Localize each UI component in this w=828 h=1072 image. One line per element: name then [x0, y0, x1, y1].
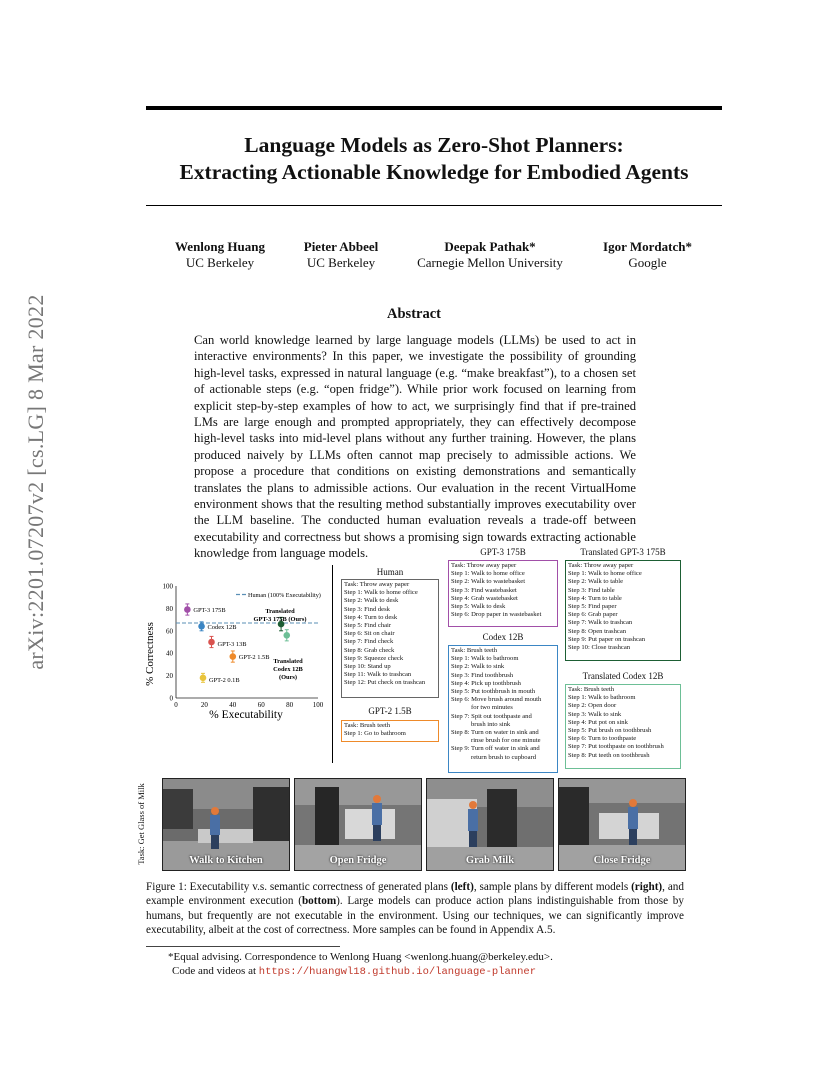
plan-line: Task: Throw away paper [451, 562, 517, 569]
plan-line: Step 3: Find table [568, 586, 615, 594]
scene-caption-3: Grab Milk [465, 855, 515, 866]
figure-separator [332, 565, 333, 763]
plan-line: Step 5: Find paper [568, 603, 617, 611]
point-label: GPT-3 175B [193, 607, 226, 615]
plan-line: for two minutes [471, 704, 513, 712]
env-task-label-wrap [132, 778, 150, 870]
plan-line: Step 4: Turn to desk [344, 613, 398, 621]
plan-line: Step 1: Walk to home office [568, 570, 642, 578]
point-marker [184, 606, 191, 613]
plan-line: Step 3: Find toothbrush [451, 671, 514, 679]
plan-line: Step 2: Walk to wastebasket [451, 578, 526, 586]
plan-line: Step 12: Put check on trashcan [344, 679, 426, 687]
plan-line: Step 3: Find wastebasket [451, 586, 517, 594]
plan-line: return brush to cupboard [471, 753, 537, 761]
author-4: Igor Mordatch* Google [603, 239, 692, 270]
legend-human: Human (100% Executability) [248, 592, 321, 599]
scene-caption-1: Walk to Kitchen [189, 855, 263, 866]
plan-line: Step 2: Walk to sink [451, 663, 505, 671]
plan-line: Step 5: Walk to desk [451, 603, 506, 611]
plan-line: Step 3: Walk to sink [568, 710, 622, 718]
point-marker [198, 623, 205, 630]
y-tick-label: 40 [166, 649, 173, 658]
point-marker [208, 639, 215, 646]
author-1: Wenlong Huang UC Berkeley [175, 239, 265, 270]
plan-line: Step 6: Move brush around mouth [451, 696, 542, 704]
translated-codex-label: Codex 12B [273, 666, 303, 673]
footnote [168, 950, 728, 979]
y-tick-label: 0 [169, 694, 173, 703]
plan-title-human: Human [376, 567, 404, 577]
plan-line: Step 4: Pick up toothbrush [451, 679, 521, 687]
plan-line: Step 5: Find chair [344, 622, 392, 630]
title-bottom-rule [146, 205, 722, 206]
plan-line: Step 4: Turn to table [568, 594, 622, 602]
plan-line: Step 4: Put pot on sink [568, 718, 628, 726]
plan-line: Step 2: Walk to desk [344, 597, 399, 605]
executability-correctness-chart [136, 572, 328, 722]
plan-line: Step 7: Walk to trashcan [568, 619, 633, 627]
plan-title-codex: Codex 12B [482, 632, 524, 642]
y-tick-label: 80 [166, 604, 173, 613]
plan-box-gpt3 [448, 560, 558, 627]
plan-line: Task: Brush teeth [344, 722, 391, 729]
plan-line: Step 2: Open door [568, 702, 617, 710]
chart-legend [236, 592, 321, 599]
plan-line: Step 1: Walk to home office [451, 570, 525, 578]
footnote-line2: Code and videos at https://huangwl18.github.io/language-planner [172, 965, 537, 978]
plan-line: Step 3: Find desk [344, 605, 390, 613]
plan-box-human [341, 579, 439, 698]
translated-codex-label: (Ours) [278, 674, 298, 681]
plan-line: Step 7: Put toothpaste on toothbrush [568, 743, 664, 751]
author-2: Pieter Abbeel UC Berkeley [303, 239, 379, 270]
x-tick-label: 40 [229, 701, 237, 709]
plan-box-gpt2 [341, 720, 439, 742]
data-point [230, 651, 237, 662]
data-point [200, 673, 207, 682]
plan-line: Step 6: Drop paper in wastebasket [451, 611, 542, 619]
chart-xlabel: % Executability [209, 709, 283, 721]
plan-box-codex [448, 645, 558, 773]
scene-caption-4: Close Fridge [593, 855, 651, 866]
x-tick-label: 100 [312, 701, 324, 709]
plan-line: Step 8: Turn on water in sink and [451, 729, 539, 737]
figure-caption: Figure 1: Executability v.s. semantic correctness of generated plans (left), sample plans by different models (right), and example environment execution (bottom). Large models can produce action plans indistinguishable from those by humans, but frequently are not executable in the environment. Using our techniques, we can significantly improve executability, albeit at the cost of correctness. More samples can be found in Appendix A.5. [146, 881, 684, 937]
plan-line: Step 6: Turn to toothpaste [568, 735, 637, 743]
y-tick-label: 60 [166, 627, 173, 636]
y-tick-label: 100 [162, 582, 173, 591]
env-task-label: Task: Get Glass of Milk [136, 783, 146, 865]
data-point [184, 604, 191, 615]
plan-line: Task: Brush teeth [451, 647, 498, 654]
plan-line: Task: Brush teeth [568, 686, 615, 693]
scene-grab-milk [426, 778, 554, 871]
point-label: GPT-3 13B [217, 641, 247, 648]
plan-line: Step 6: Sit on chair [344, 630, 395, 638]
translated-gpt3-label: GPT-3 175B (Ours) [253, 616, 307, 623]
arxiv-identifier: arXiv:2201.07207v2 [cs.LG] 8 Mar 2022 [23, 294, 48, 670]
x-tick-label: 60 [257, 701, 265, 709]
plan-line: Step 11: Walk to trashcan [344, 671, 412, 679]
translated-codex-label: Translated [273, 658, 303, 665]
point-label: GPT-2 1.5B [238, 654, 270, 662]
x-tick-label: 20 [200, 701, 208, 709]
plan-line: Step 10: Stand up [344, 663, 391, 671]
plan-title-translated-gpt3: Translated GPT-3 175B [580, 547, 666, 557]
plan-line: Step 10: Close trashcan [568, 644, 631, 652]
paper-title-line1: Language Models as Zero-Shot Planners: [244, 133, 624, 157]
x-tick-label: 80 [286, 701, 294, 709]
plan-title-gpt2: GPT-2 1.5B [368, 706, 412, 716]
x-tick-label: 0 [174, 701, 178, 709]
plan-line: Step 7: Find check [344, 638, 394, 646]
plan-title-translated-codex: Translated Codex 12B [582, 671, 664, 681]
point-marker [200, 675, 207, 682]
title-top-rule [146, 106, 722, 110]
plan-title-gpt3: GPT-3 175B [480, 547, 526, 557]
plan-box-translated-gpt3 [565, 560, 681, 661]
plan-line: Step 9: Turn off water in sink and [451, 745, 540, 753]
code-url-link[interactable]: https://huangwl18.github.io/language-planner [258, 966, 537, 978]
data-point [208, 636, 215, 647]
plan-line: Step 9: Squeeze check [344, 654, 404, 662]
plan-box-translated-codex [565, 684, 681, 769]
plan-line: Step 8: Grab check [344, 646, 395, 654]
plan-line: Step 2: Walk to table [568, 578, 624, 586]
chart-ylabel: % Correctness [144, 622, 156, 686]
plan-line: Task: Throw away paper [344, 581, 410, 588]
plan-line: Step 4: Grab wastebasket [451, 594, 518, 602]
scene-close-fridge [558, 778, 686, 871]
abstract-heading: Abstract [387, 306, 441, 322]
plan-line: Step 1: Walk to home office [344, 589, 418, 597]
plan-line: Step 1: Walk to bathroom [451, 655, 519, 663]
author-3: Deepak Pathak* Carnegie Mellon University [417, 239, 563, 270]
plan-line: Step 5: Put brush on toothbrush [568, 727, 652, 735]
scene-walk-to-kitchen [162, 778, 290, 871]
data-point [283, 630, 290, 641]
point-marker [283, 632, 290, 639]
point-label: Codex 12B [207, 623, 237, 631]
translated-gpt3-label: Translated [265, 608, 295, 615]
plan-line: Step 1: Walk to bathroom [568, 694, 636, 702]
paper-title-line2: Extracting Actionable Knowledge for Embodied Agents [179, 160, 689, 184]
plan-line: Step 6: Grab paper [568, 611, 618, 619]
plan-line: Step 1: Go to bathroom [344, 730, 406, 738]
plan-line: Step 8: Open trashcan [568, 627, 627, 635]
point-label: GPT-2 0.1B [208, 676, 240, 684]
plan-line: brush into sink [471, 720, 511, 728]
footnote-rule [146, 946, 340, 947]
scene-caption-2: Open Fridge [329, 855, 387, 866]
plan-line: Step 8: Put teeth on toothbrush [568, 751, 650, 759]
point-marker [230, 653, 237, 660]
abstract-text: Can world knowledge learned by large language models (LLMs) be used to act in interactive environments? In this paper, we investigate the possibility of grounding high-level tasks, expressed in natural language (e.g. “make breakfast”), to a chosen set of actionable steps (e.g. “open fridge”). While prior work focused on learning from explicit step-by-step examples of how to act, we surprisingly find that if pre-trained LMs are large enough and prompted appropriately, they can effectively decompose high-level tasks into mid-level plans without any further training. However, the plans produced naively by LLMs often cannot map precisely to admissible actions. We propose a procedure that conditions on existing demonstrations and semantically translates the plans to admissible actions. Our evaluation in the recent VirtualHome environment shows that the resulting method substantially improves executability over the LLM baseline. The conducted human evaluation reveals a trade-off between executability and correctness but shows a promising sign towards extracting actionable knowledge from language models. [194, 333, 636, 561]
plan-line: rinse brush for one minute [471, 737, 541, 745]
plan-line: Step 5: Put toothbrush in mouth [451, 688, 536, 696]
plan-line: Task: Throw away paper [568, 562, 634, 569]
plan-line: Step 9: Put paper on trashcan [568, 635, 646, 643]
plan-line: Step 7: Spit out toothpaste and [451, 712, 532, 720]
scene-open-fridge [294, 778, 422, 871]
y-tick-label: 20 [166, 672, 173, 681]
footnote-line1: *Equal advising. Correspondence to Wenlong Huang <wenlong.huang@berkeley.edu>. [168, 951, 553, 963]
